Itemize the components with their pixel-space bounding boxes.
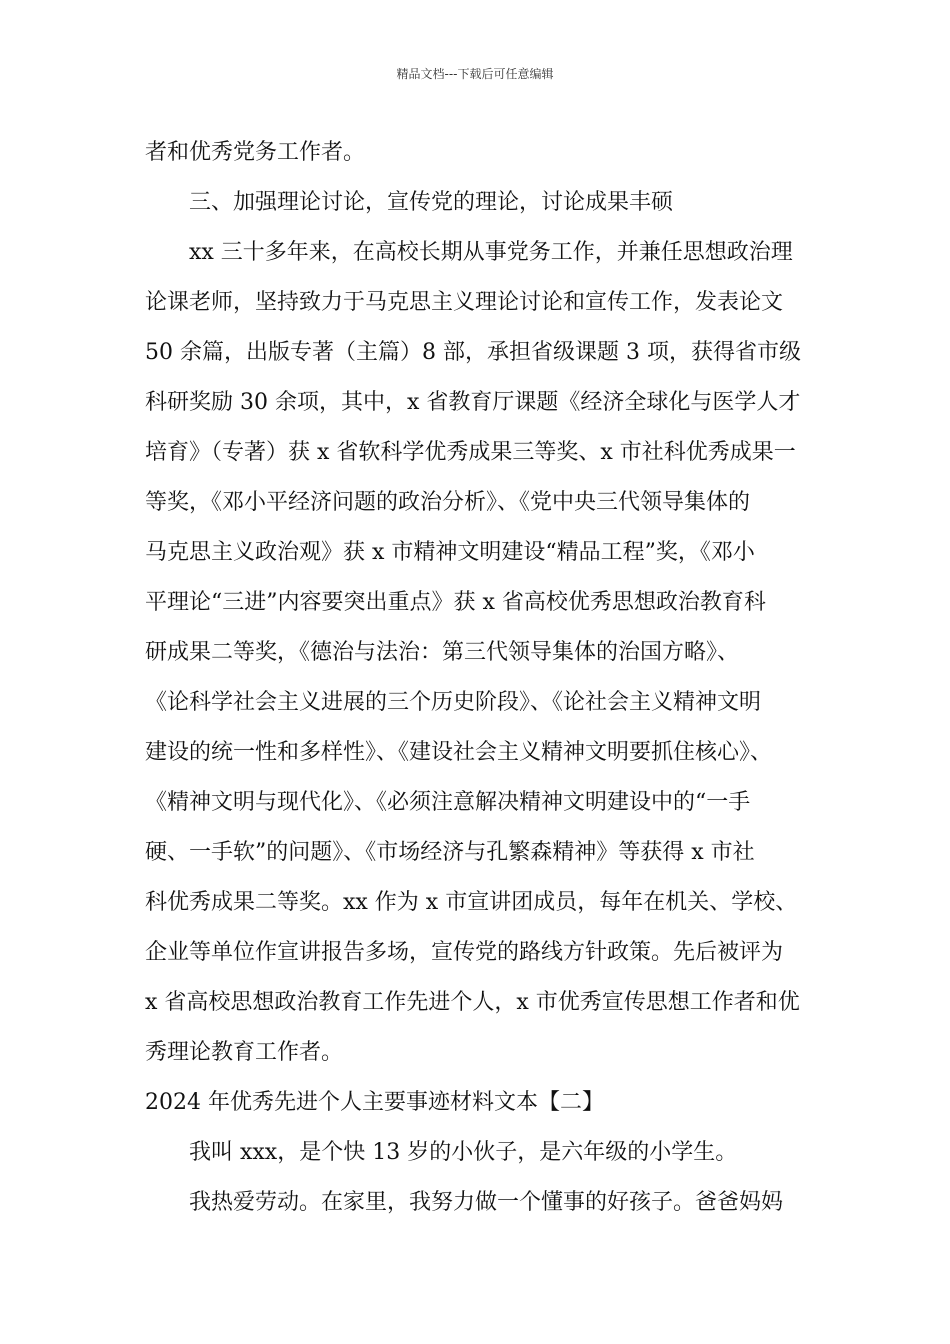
text-line: 论课老师，坚持致力于马克思主义理论讨论和宣传工作，发表论文 <box>145 290 784 315</box>
page-header: 精品文档---下载后可任意编辑 <box>396 67 554 81</box>
text-line: 三、加强理论讨论，宣传党的理论，讨论成果丰硕 <box>189 190 674 215</box>
text-line: 建设的统一性和多样性》、《建设社会主义精神文明要抓住核心》、 <box>145 740 773 765</box>
text-line: 我热爱劳动。在家里，我努力做一个懂事的好孩子。爸爸妈妈 <box>189 1190 784 1215</box>
text-line: 秀理论教育工作者。 <box>145 1040 344 1065</box>
text-line: 科优秀成果二等奖。xx 作为 x 市宣讲团成员，每年在机关、学校、 <box>145 890 798 915</box>
text-line: 科研奖励 30 余项，其中，x 省教育厅课题《经济全球化与医学人才 <box>145 390 801 415</box>
text-line: x 省高校思想政治教育工作先进个人，x 市优秀宣传思想工作者和优 <box>145 990 800 1015</box>
text-line: xx 三十多年来，在高校长期从事党务工作，并兼任思想政治理 <box>189 240 793 265</box>
text-line: 《论科学社会主义进展的三个历史阶段》、《论社会主义精神文明 <box>145 690 762 715</box>
text-line: 马克思主义政治观》获 x 市精神文明建设“精品工程”奖，《邓小 <box>145 540 755 565</box>
text-line: 企业等单位作宣讲报告多场，宣传党的路线方针政策。先后被评为 <box>145 940 784 965</box>
document-body <box>145 128 815 1228</box>
text-line: 者和优秀党务工作者。 <box>145 140 366 165</box>
text-line: 等奖，《邓小平经济问题的政治分析》、《党中央三代领导集体的 <box>145 490 751 515</box>
text-line: 《精神文明与现代化》、《必须注意解决精神文明建设中的“一手 <box>145 790 751 815</box>
text-line: 硬、一手软”的问题》、《市场经济与孔繁森精神》等获得 x 市社 <box>145 840 755 865</box>
text-line: 我叫 xxx，是个快 13 岁的小伙子，是六年级的小学生。 <box>189 1140 738 1165</box>
text-line: 2024 年优秀先进个人主要事迹材料文本【二】 <box>145 1090 604 1115</box>
text-line: 50 余篇，出版专著（主篇）8 部，承担省级课题 3 项，获得省市级 <box>145 340 801 365</box>
text-line: 研成果二等奖，《德治与法治：第三代领导集体的治国方略》、 <box>145 640 740 665</box>
text-line: 培育》（专著）获 x 省软科学优秀成果三等奖、x 市社科优秀成果一 <box>145 440 796 465</box>
text-line: 平理论“三进”内容要突出重点》获 x 省高校优秀思想政治教育科 <box>145 590 766 615</box>
